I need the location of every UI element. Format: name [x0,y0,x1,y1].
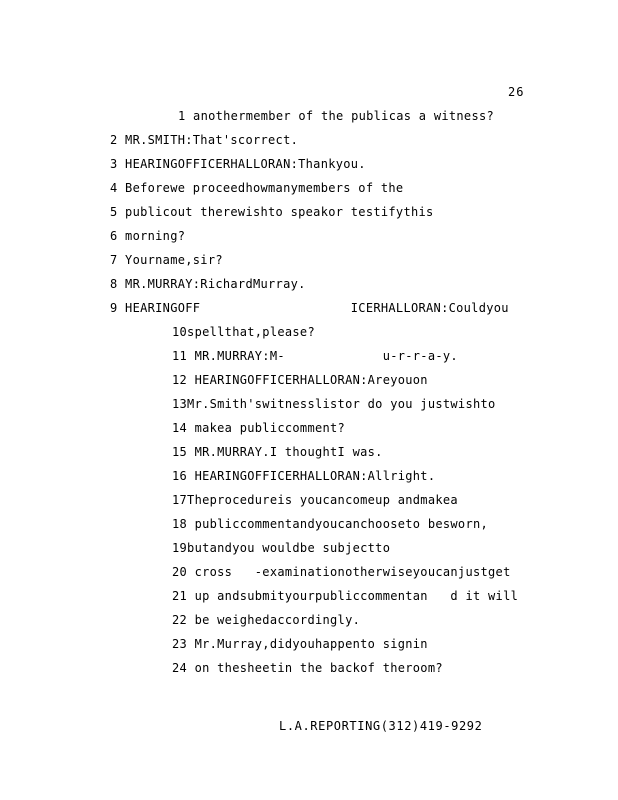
transcript-line-17: 17Theprocedureis youcancomeup andmakea [172,493,458,507]
transcript-line-14: 14 makea publiccomment? [172,421,346,435]
transcript-line-19: 19butandyou wouldbe subjectto [172,541,391,555]
transcript-line-2: 2 MR.SMITH:That'scorrect. [110,133,299,147]
transcript-line-4: 4 Beforewe proceedhowmanymembers of the [110,181,404,195]
transcript-line-13: 13Mr.Smith'switnesslistor do you justwishto [172,397,496,411]
transcript-line-18: 18 publiccommentandyoucanchooseto besworn, [172,517,489,531]
transcript-line-24: 24 on thesheetin the backof theroom? [172,661,443,675]
transcript-line-12: 12 HEARINGOFFICERHALLORAN:Areyouon [172,373,428,387]
transcript-line-7: 7 Yourname,sir? [110,253,223,267]
transcript-line-9: 9 HEARINGOFF ICERHALLORAN:Couldyou [110,301,509,315]
transcript-line-15: 15 MR.MURRAY.I thoughtI was. [172,445,383,459]
transcript-line-11: 11 MR.MURRAY:M- u-r-r-a-y. [172,349,458,363]
transcript-line-23: 23 Mr.Murray,didyouhappento signin [172,637,428,651]
transcript-line-5: 5 publicout therewishto speakor testifythis [110,205,434,219]
transcript-line-1: 1 anothermember of the publicas a witness? [178,109,495,123]
transcript-line-6: 6 morning? [110,229,186,243]
transcript-line-3: 3 HEARINGOFFICERHALLORAN:Thankyou. [110,157,366,171]
transcript-line-22: 22 be weighedaccordingly. [172,613,361,627]
transcript-line-8: 8 MR.MURRAY:RichardMurray. [110,277,306,291]
footer-reporter: L.A.REPORTING(312)419-9292 [279,719,483,733]
page-number: 26 [508,85,525,99]
transcript-line-10: 10spellthat,please? [172,325,315,339]
transcript-line-16: 16 HEARINGOFFICERHALLORAN:Allright. [172,469,436,483]
transcript-line-21: 21 up andsubmityourpubliccommentan d it will [172,589,519,603]
transcript-line-20: 20 cross -examinationotherwiseyoucanjustget [172,565,511,579]
